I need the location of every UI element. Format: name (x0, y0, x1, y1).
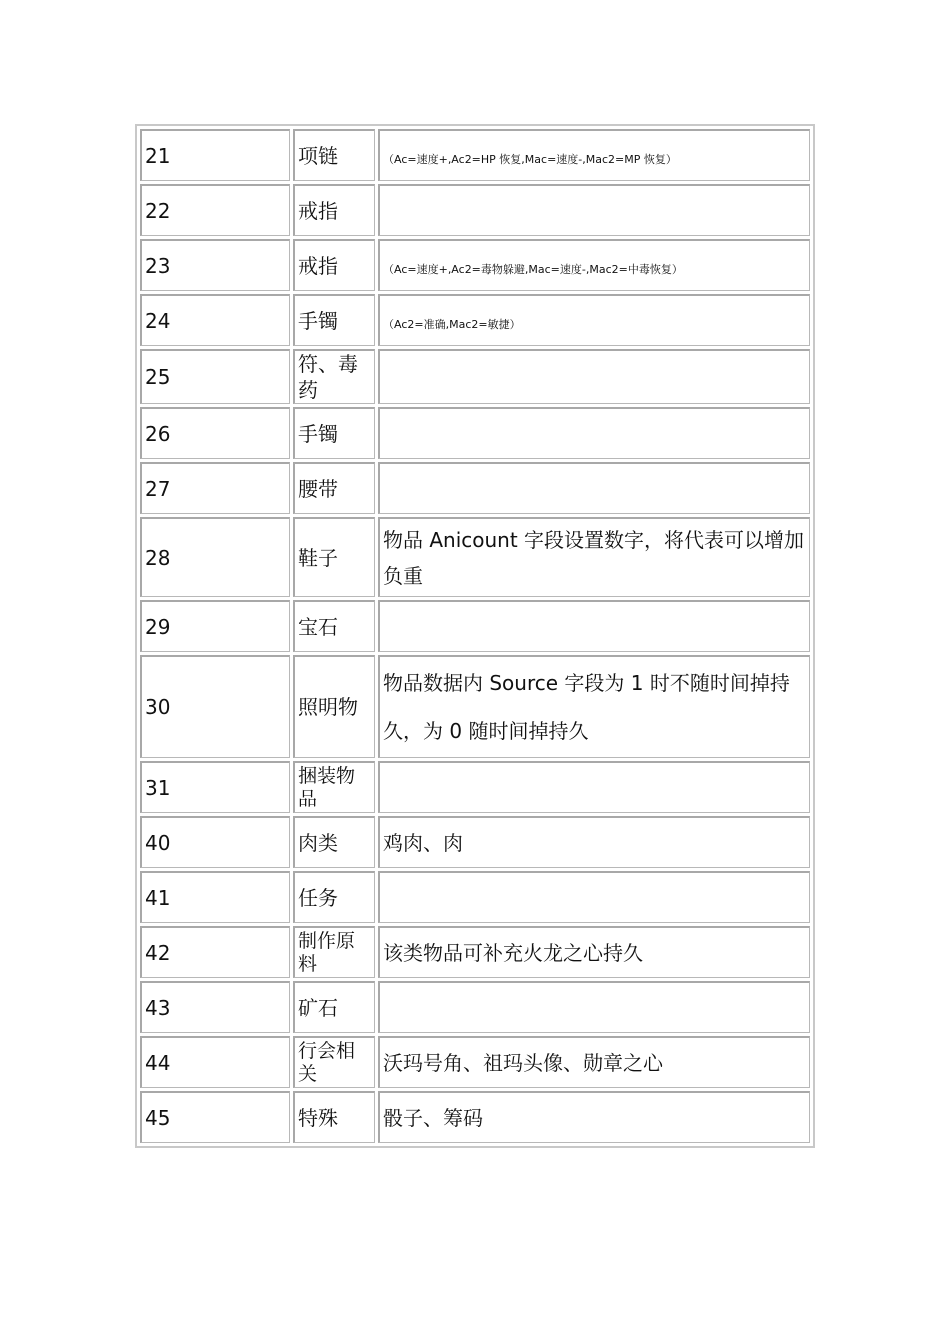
type-note (378, 871, 810, 923)
type-name: 戒指 (293, 239, 375, 291)
table-row (140, 761, 810, 813)
type-code: 40 (140, 816, 290, 868)
type-code: 24 (140, 294, 290, 346)
type-note (378, 761, 810, 813)
table-row (140, 129, 810, 181)
type-note: 该类物品可补充火龙之心持久 (378, 926, 810, 978)
table-row (140, 407, 810, 459)
type-note: 物品数据内 Source 字段为 1 时不随时间掉持久，为 0 随时间掉持久 (378, 655, 810, 758)
type-note: 物品 Anicount 字段设置数字，将代表可以增加负重 (378, 517, 810, 597)
table-row (140, 655, 810, 758)
table-row (140, 184, 810, 236)
type-name: 肉类 (293, 816, 375, 868)
type-name: 宝石 (293, 600, 375, 652)
type-name: 鞋子 (293, 517, 375, 597)
type-name: 特殊 (293, 1091, 375, 1143)
type-code: 43 (140, 981, 290, 1033)
type-name: 项链 (293, 129, 375, 181)
type-code: 30 (140, 655, 290, 758)
type-note (378, 600, 810, 652)
type-code: 45 (140, 1091, 290, 1143)
type-note (378, 349, 810, 404)
type-note: （Ac2=准确,Mac2=敏捷） (378, 294, 810, 346)
type-code: 44 (140, 1036, 290, 1088)
type-code: 31 (140, 761, 290, 813)
table-row (140, 871, 810, 923)
type-code: 26 (140, 407, 290, 459)
type-code: 41 (140, 871, 290, 923)
table-row (140, 517, 810, 597)
type-name: 任务 (293, 871, 375, 923)
type-code: 27 (140, 462, 290, 514)
type-note: （Ac=速度+,Ac2=HP 恢复,Mac=速度-,Mac2=MP 恢复） (378, 129, 810, 181)
table-row (140, 981, 810, 1033)
type-name: 戒指 (293, 184, 375, 236)
type-name: 手镯 (293, 407, 375, 459)
type-code: 29 (140, 600, 290, 652)
table-row (140, 600, 810, 652)
type-code: 42 (140, 926, 290, 978)
type-note: 沃玛号角、祖玛头像、勋章之心 (378, 1036, 810, 1088)
type-name: 捆装物品 (293, 761, 375, 813)
type-note (378, 407, 810, 459)
type-name: 制作原料 (293, 926, 375, 978)
table-row (140, 349, 810, 404)
type-note: （Ac=速度+,Ac2=毒物躲避,Mac=速度-,Mac2=中毒恢复） (378, 239, 810, 291)
item-type-table (135, 124, 815, 1148)
type-note (378, 184, 810, 236)
table-row (140, 294, 810, 346)
type-code: 22 (140, 184, 290, 236)
table-row (140, 462, 810, 514)
type-name: 矿石 (293, 981, 375, 1033)
type-name: 照明物 (293, 655, 375, 758)
type-note (378, 462, 810, 514)
table-row (140, 926, 810, 978)
type-code: 28 (140, 517, 290, 597)
type-name: 行会相关 (293, 1036, 375, 1088)
table-row (140, 1091, 810, 1143)
type-note: 骰子、筹码 (378, 1091, 810, 1143)
type-note (378, 981, 810, 1033)
type-note: 鸡肉、肉 (378, 816, 810, 868)
type-name: 腰带 (293, 462, 375, 514)
table-row (140, 239, 810, 291)
type-code: 25 (140, 349, 290, 404)
table-row (140, 816, 810, 868)
type-name: 手镯 (293, 294, 375, 346)
type-code: 21 (140, 129, 290, 181)
table-row (140, 1036, 810, 1088)
type-name: 符、毒药 (293, 349, 375, 404)
type-code: 23 (140, 239, 290, 291)
item-type-grid (137, 126, 813, 1146)
